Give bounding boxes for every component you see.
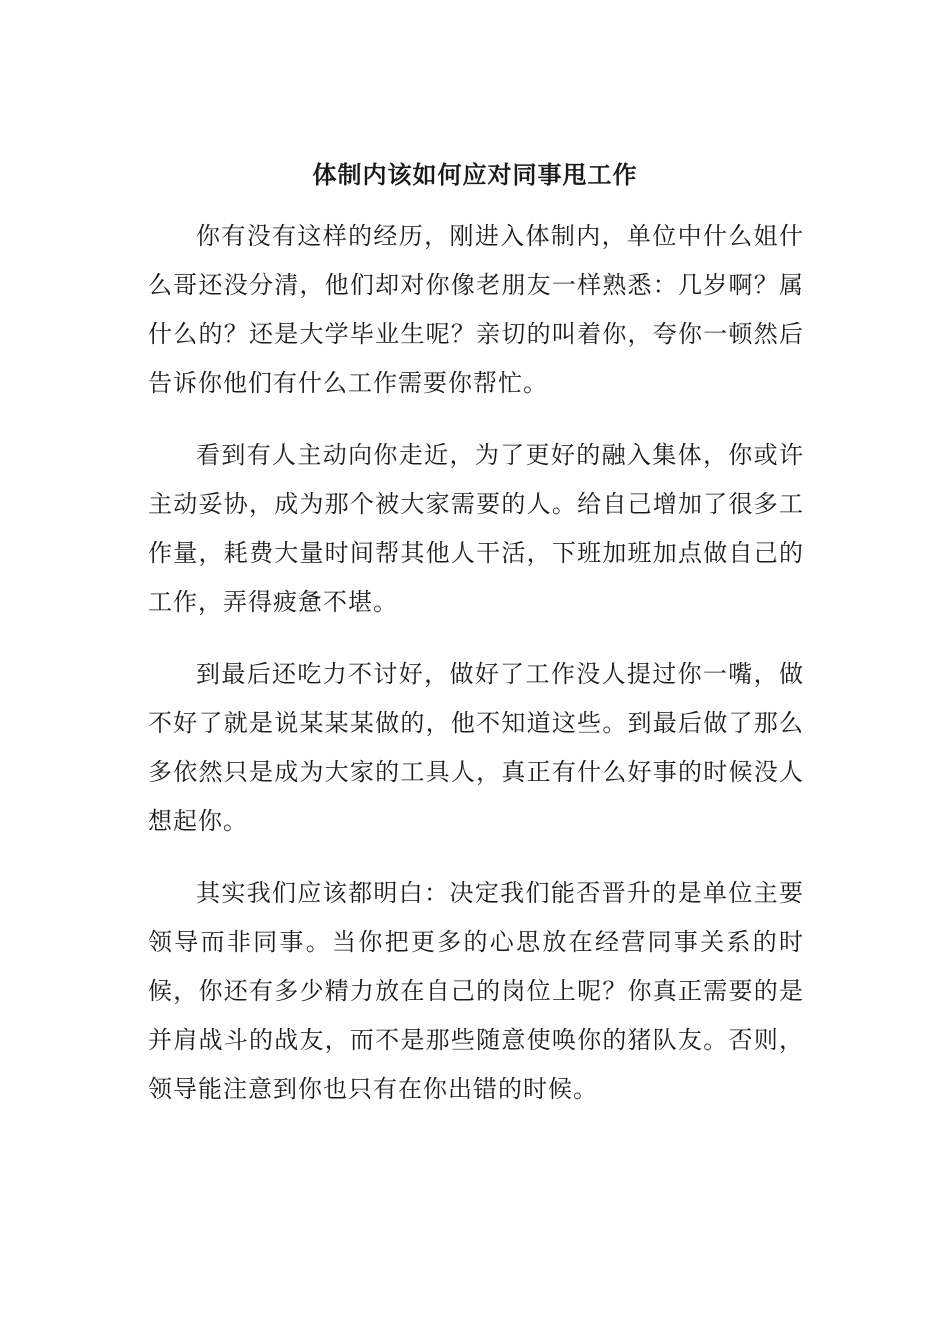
paragraph-4: 其实我们应该都明白：决定我们能否晋升的是单位主要领导而非同事。当你把更多的心思放在经营同事关系的时候，你还有多少精力放在自己的岗位上呢？你真正需要的是并肩战斗的战友，而不是那些随意使唤你的猪队友。否则，领导能注意到你也只有在你出错的时候。 (148, 879, 804, 1103)
page-title: 体制内该如何应对同事甩工作 (312, 161, 638, 189)
paragraph-1: 你有没有这样的经历，刚进入体制内，单位中什么姐什么哥还没分清，他们却对你像老朋友一样熟悉：几岁啊？属什么的？还是大学毕业生呢？亲切的叫着你，夸你一顿然后告诉你他们有什么工作需要你帮忙。 (148, 222, 804, 397)
paragraph-3: 到最后还吃力不讨好，做好了工作没人提过你一嘴，做不好了就是说某某某做的，他不知道这些。到最后做了那么多依然只是成为大家的工具人，真正有什么好事的时候没人想起你。 (148, 660, 804, 835)
paragraph-2: 看到有人主动向你走近，为了更好的融入集体，你或许主动妥协，成为那个被大家需要的人。给自己增加了很多工作量，耗费大量时间帮其他人干活，下班加班加点做自己的工作，弄得疲惫不堪。 (148, 441, 804, 616)
document-body (148, 212, 804, 1137)
